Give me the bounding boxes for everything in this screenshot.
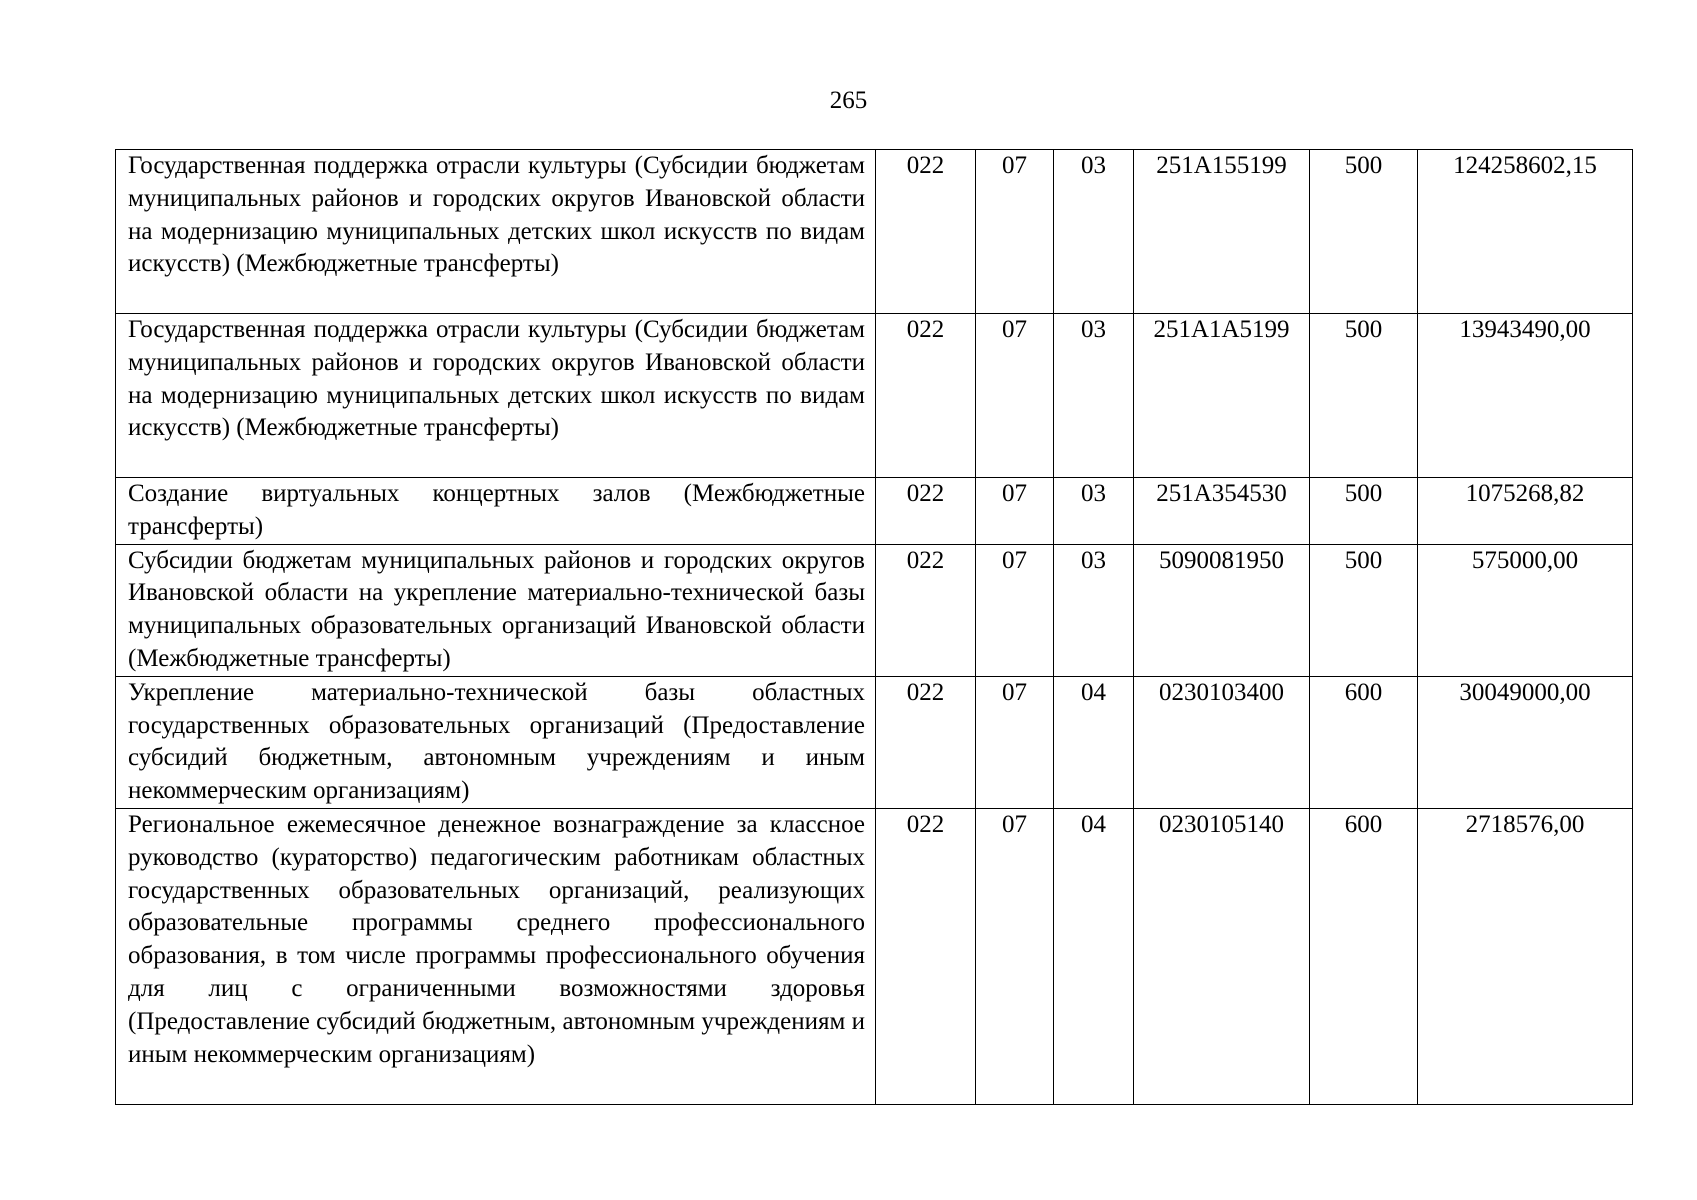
row-description: Региональное ежемесячное денежное вознаграждение за классное руководство (кураторство) педагогическим работникам областных государственных образовательных организаций, реализующих образовательные программы среднего профессионального образования, в том числе программы профессионального обучения для лиц с ограниченными возможностями здоровья (Предоставление субсидий бюджетным, автономным учреждениям и иным некоммерческим организациям) xyxy=(116,808,876,1104)
row-grbs-code: 022 xyxy=(876,808,976,1104)
row-amount: 13943490,00 xyxy=(1418,314,1633,478)
row-target-code: 251A155199 xyxy=(1134,150,1310,314)
row-target-code: 251A1A5199 xyxy=(1134,314,1310,478)
row-amount: 1075268,82 xyxy=(1418,478,1633,545)
table-row xyxy=(116,676,1633,808)
budget-table xyxy=(115,149,1633,1105)
row-amount: 30049000,00 xyxy=(1418,676,1633,808)
row-description: Укрепление материально-технической базы областных государственных образовательных организаций (Предоставление субсидий бюджетным, автономным учреждениям и иным некоммерческим организациям) xyxy=(116,676,876,808)
row-expense-type: 600 xyxy=(1310,808,1418,1104)
row-subsection-code: 04 xyxy=(1054,808,1134,1104)
row-target-code: 5090081950 xyxy=(1134,544,1310,676)
row-expense-type: 500 xyxy=(1310,478,1418,545)
row-target-code: 251A354530 xyxy=(1134,478,1310,545)
table-row xyxy=(116,478,1633,545)
row-subsection-code: 03 xyxy=(1054,150,1134,314)
row-subsection-code: 04 xyxy=(1054,676,1134,808)
row-section-code: 07 xyxy=(976,808,1054,1104)
row-section-code: 07 xyxy=(976,314,1054,478)
row-section-code: 07 xyxy=(976,478,1054,545)
table-row xyxy=(116,314,1633,478)
row-section-code: 07 xyxy=(976,150,1054,314)
row-subsection-code: 03 xyxy=(1054,478,1134,545)
row-section-code: 07 xyxy=(976,544,1054,676)
row-description: Создание виртуальных концертных залов (Межбюджетные трансферты) xyxy=(116,478,876,545)
row-description: Государственная поддержка отрасли культуры (Субсидии бюджетам муниципальных районов и городских округов Ивановской области на модернизацию муниципальных детских школ искусств по видам искусств) (Межбюджетные трансферты) xyxy=(116,314,876,478)
row-amount: 575000,00 xyxy=(1418,544,1633,676)
row-subsection-code: 03 xyxy=(1054,314,1134,478)
page-number: 265 xyxy=(829,87,868,114)
row-target-code: 0230105140 xyxy=(1134,808,1310,1104)
table-row xyxy=(116,808,1633,1104)
row-grbs-code: 022 xyxy=(876,150,976,314)
row-amount: 2718576,00 xyxy=(1418,808,1633,1104)
row-grbs-code: 022 xyxy=(876,478,976,545)
table-row xyxy=(116,150,1633,314)
row-grbs-code: 022 xyxy=(876,544,976,676)
row-expense-type: 500 xyxy=(1310,150,1418,314)
row-expense-type: 600 xyxy=(1310,676,1418,808)
row-grbs-code: 022 xyxy=(876,314,976,478)
row-expense-type: 500 xyxy=(1310,314,1418,478)
row-subsection-code: 03 xyxy=(1054,544,1134,676)
row-amount: 124258602,15 xyxy=(1418,150,1633,314)
row-grbs-code: 022 xyxy=(876,676,976,808)
row-description: Субсидии бюджетам муниципальных районов и городских округов Ивановской области на укрепление материально-технической базы муниципальных образовательных организаций Ивановской области (Межбюджетные трансферты) xyxy=(116,544,876,676)
row-expense-type: 500 xyxy=(1310,544,1418,676)
table-row xyxy=(116,544,1633,676)
row-description: Государственная поддержка отрасли культуры (Субсидии бюджетам муниципальных районов и городских округов Ивановской области на модернизацию муниципальных детских школ искусств по видам искусств) (Межбюджетные трансферты) xyxy=(116,150,876,314)
row-section-code: 07 xyxy=(976,676,1054,808)
row-target-code: 0230103400 xyxy=(1134,676,1310,808)
